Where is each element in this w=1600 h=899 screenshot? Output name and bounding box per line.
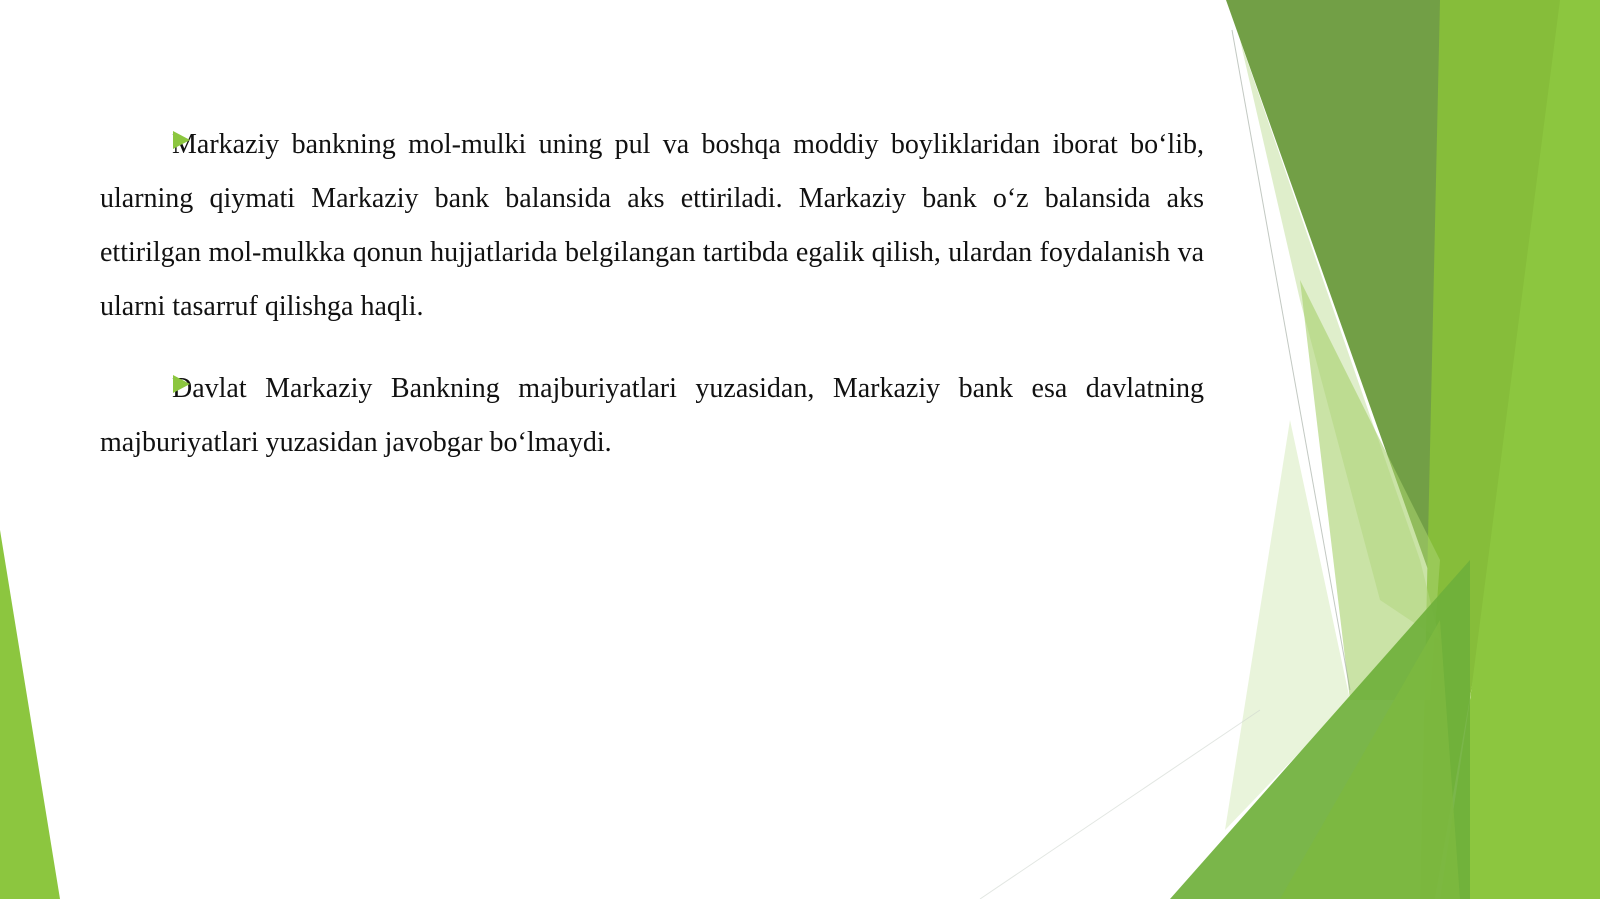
paragraph-central-bank-property [100, 118, 1204, 334]
paragraph-text: Davlat Markaziy Bankning majburiyatlari yuzasidan, Markaziy bank esa davlatning majburiyatlari yuzasidan javobgar bo‘lmaydi. [100, 373, 1204, 458]
left-green-sliver [0, 530, 60, 899]
triangle-bullet-icon [173, 375, 190, 393]
slide-body [100, 118, 1204, 498]
triangle-bullet-icon [173, 131, 190, 149]
paragraph-text: Markaziy bankning mol-mulki uning pul va boshqa moddiy boyliklaridan iborat bo‘lib, ularning qiymati Markaziy bank balansida aks ettiriladi. Markaziy bank o‘z balansida aks ettirilgan mol-mulkka qonun hujjatlarida belgilangan tartibda egalik qilish, ulardan foydalanish va ularni tasarruf qilishga haqli. [100, 129, 1204, 322]
paragraph-state-liability [100, 362, 1204, 470]
